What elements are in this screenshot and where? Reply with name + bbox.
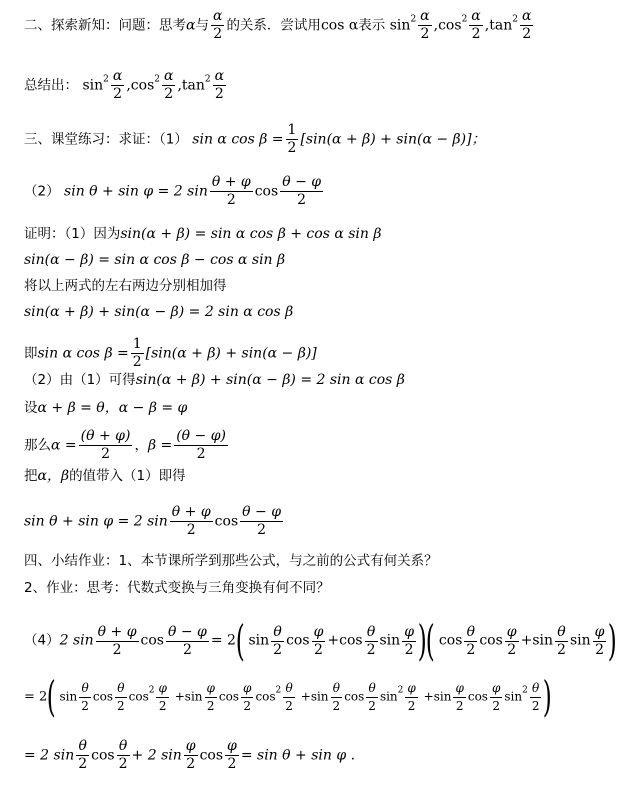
explore-heading: 二、探索新知：问题：思考 xyxy=(24,17,186,34)
summary-label: 总结出： xyxy=(24,77,78,94)
calc-line-2: = 2( sin $\frac{\theta}{2}$ cos $\frac{\theta}{2}$ $\cos^2$ $\frac{\varphi}{2}$ +sin $\frac{\varphi}{2}$ cos $\frac{\varphi}{2}$ $\cos^2$ $\frac{\theta}{2}$ +sin $\frac{\theta}{2}$ cos $\frac{\theta}{2}$ $\sin^2$ $\frac{\varphi}{2}$ +sin $\frac{\varphi}{2}$ cos $\frac{\varphi}{2}$ $\sin^2$ $\frac{\theta}{2}$ ) xyxy=(24,672,553,721)
exercise-heading: 三、课堂练习：求证：（1） xyxy=(24,131,188,148)
summary-line: 总结出： $\sin^2$ $\frac{\alpha}{2}$ $,\cos^2$ $\frac{\alpha}{2}$ $,\tan^2$ $\frac{\alpha}{2}$ xyxy=(24,68,225,102)
proof-line-1: 证明：（1）因为sin(α + β) = sin α cos β + cos α sin β xyxy=(24,226,382,242)
proof-line-8: 那么α = $\frac{(\theta + \varphi)}{2}$ ，β = $\frac{(\theta - \varphi)}{2}$ xyxy=(24,428,227,462)
proof-line-5: 即sin α cos β = $\frac{1}{2}$ [sin(α + β) + sin(α − β)] xyxy=(24,336,317,370)
alpha-over-2: $\frac{\alpha}{2}$ xyxy=(212,8,223,42)
proof-line-10: sin θ + sin φ = 2 sin $\frac{\theta + \varphi}{2}$ cos $\frac{\theta - \varphi}{2}$ xyxy=(24,504,282,538)
calc-line-1: （4）2 sin $\frac{\theta + \varphi}{2}$ cos $\frac{\theta - \varphi}{2}$ = 2( sin $\frac{\theta}{2}$ cos $\frac{\varphi}{2}$ +cos $\frac{\theta}{2}$ sin $\frac{\varphi}{2}$ )( cos $\frac{\theta}{2}$ cos $\frac{\varphi}{2}$ +sin $\frac{\theta}{2}$ sin $\frac{\varphi}{2}$ ) xyxy=(24,616,617,665)
proof-line-3: 将以上两式的左右两边分别相加得 xyxy=(24,278,227,294)
proof-line-4: sin(α + β) + sin(α − β) = 2 sin α cos β xyxy=(24,304,294,320)
proof-line-9: 把α，β的值带入（1）即得 xyxy=(24,468,186,484)
explore-heading-line: 二、探索新知：问题：思考α与 $\frac{\alpha}{2}$ 的关系．尝试用cos α表示 $\sin^2$ $\frac{\alpha}{2}$ $,\cos^2$ $\frac{\alpha}{2}$ $,\tan^2$ $\frac{\alpha}{2}$ xyxy=(24,8,532,42)
proof-line-6: （2）由（1）可得sin(α + β) + sin(α − β) = 2 sin α cos β xyxy=(24,372,405,388)
proof-line-7: 设α + β = θ，α − β = φ xyxy=(24,400,188,416)
exercise-line: 三、课堂练习：求证：（1） sin α cos β = $\frac{1}{2}$ [sin(α + β) + sin(α − β)]； xyxy=(24,122,486,156)
homework-line: 2、作业：思考：代数式变换与三角变换有何不同？ xyxy=(24,580,330,596)
exercise-2-line: （2） sin θ + sin φ = 2 sin $\frac{\theta + \varphi}{2}$ cos $\frac{\theta - \varphi}{2}$ xyxy=(24,174,322,208)
proof-line-2: sin(α − β) = sin α cos β − cos α sin β xyxy=(24,252,286,268)
summary-homework-line: 四、小结作业：1、本节课所学到那些公式，与之前的公式有何关系？ xyxy=(24,553,438,569)
calc-line-3: = 2 sin $\frac{\theta}{2}$ cos $\frac{\theta}{2}$ + 2 sin $\frac{\varphi}{2}$ cos $\frac{\varphi}{2}$ = sin θ + sin φ . xyxy=(24,738,356,772)
